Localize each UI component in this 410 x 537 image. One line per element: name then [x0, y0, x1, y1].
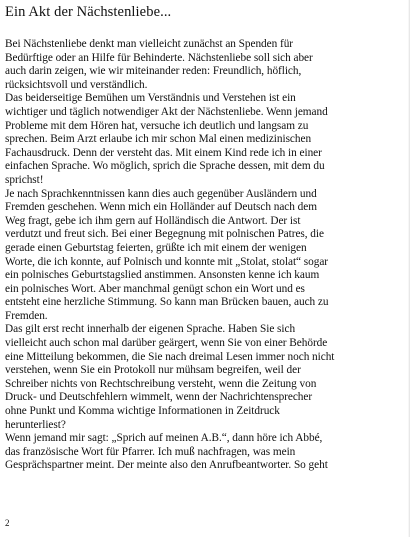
text-line: gerade einen Geburtstag feierten, grüßte ich mit einem der wenigen	[5, 241, 307, 254]
text-line: eine Mitteilung bekommen, die Sie nach dreimal Lesen immer noch nicht	[5, 350, 335, 363]
text-line: wichtiger und täglich notwendiger Akt der Nächstenliebe. Wenn jemand	[5, 105, 328, 118]
text-line: Das beiderseitige Bemühen um Verständnis und Verstehen ist ein	[5, 92, 296, 105]
text-line: Bedürftige oder an Hilfe für Behinderte. Nächstenliebe soll sich aber	[5, 51, 313, 64]
text-line: Bei Nächstenliebe denkt man vielleicht zunächst an Spenden für	[5, 38, 294, 50]
text-line: verdutzt und freut sich. Bei einer Begegnung mit polnischen Patres, die	[5, 228, 324, 241]
text-line: Gesprächspartner meint. Der meinte also den Anrufbeantworter. So geht	[5, 459, 328, 472]
text-line: Druck- und Deutschfehlern wimmelt, wenn der Nachrichtensprecher	[5, 391, 313, 404]
text-line: entsteht eine herzliche Stimmung. So kann man Brücken bauen, auch zu	[5, 296, 329, 309]
text-line: Worte, die ich konnte, auf Polnisch und konnte mit „Stolat, stolat“ sogar	[5, 255, 328, 268]
text-line: Schreiber nichts von Rechtschreibung versteht, wenn die Zeitung von	[5, 377, 317, 390]
text-line: sprechen. Beim Arzt erlaube ich mir schon Mal einen medizinischen	[5, 133, 312, 146]
text-line: Je nach Sprachkenntnissen kann dies auch gegenüber Ausländern und	[5, 187, 317, 200]
text-line: sprichst!	[5, 173, 44, 186]
text-line: Probleme mit dem Hören hat, versuche ich deutlich und langsam zu	[5, 119, 309, 132]
text-line: Das gilt erst recht innerhalb der eigenen Sprache. Haben Sie sich	[5, 323, 296, 336]
text-line: verstehen, wenn Sie ein Protokoll nur mühsam begreifen, weil der	[5, 364, 301, 377]
text-line: herunterliest?	[5, 418, 66, 431]
text-line: Weg fragt, gebe ich ihm gern auf Holländisch die Antwort. Der ist	[5, 214, 301, 227]
text-line: Fremden geschehen. Wenn mich ein Holländer auf Deutsch nach dem	[5, 201, 317, 214]
document-body	[5, 38, 405, 473]
text-line: das französische Wort für Pfarrer. Ich muß nachfragen, was mein	[5, 445, 296, 458]
text-line: Fachausdruck. Denn der versteht das. Mit einem Kind rede ich in einer	[5, 146, 322, 159]
text-line: ein polnisches Geburtstagslied anstimmen. Ansonsten kenne ich kaum	[5, 269, 320, 282]
text-line: auch darin zeigen, wie wir miteinander reden: Freundlich, höflich,	[5, 65, 302, 78]
text-line: Wenn jemand mir sagt: „Sprich auf meinen A.B.“, dann höre ich Abbé,	[5, 432, 323, 445]
text-line: vielleicht auch schon mal darüber geärgert, wenn Sie von einer Behörde	[5, 337, 328, 350]
text-line: ohne Punkt und Komma wichtige Informationen in Zeitdruck	[5, 405, 280, 418]
page-number: 2	[5, 518, 10, 528]
text-line: einfachen Sprache. Wo möglich, sprich die Sprache dessen, mit dem du	[5, 160, 325, 173]
text-line: ein polnisches Wort. Aber manchmal genügt schon ein Wort und es	[5, 282, 305, 295]
text-line: rücksichtsvoll und verständlich.	[5, 78, 148, 91]
text-line: Fremden.	[5, 309, 48, 322]
document-title: Ein Akt der Nächstenliebe...	[5, 4, 172, 20]
